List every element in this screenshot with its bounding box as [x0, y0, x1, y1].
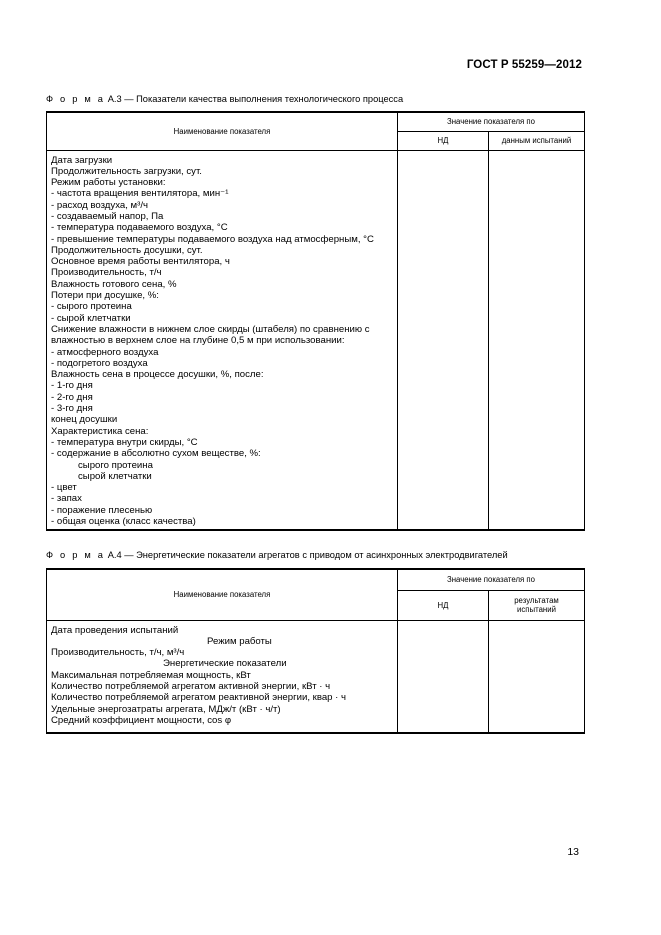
table-row: - подогретого воздуха [51, 357, 148, 369]
table-row: Энергетические показатели [163, 658, 287, 670]
table-row: - превышение температуры подаваемого воздуха над атмосферным, °С [51, 233, 374, 245]
form-a3-header-value-group: Значение показателя по [398, 112, 585, 131]
table-row: - частота вращения вентилятора, мин⁻¹ [51, 188, 229, 200]
table-row: Основное время работы вентилятора, ч [51, 256, 230, 268]
form-a3-table [46, 111, 585, 531]
page-number: 13 [567, 846, 579, 858]
form-a3-test-values [489, 150, 585, 530]
form-a4-rows [47, 620, 398, 733]
table-row: - создаваемый напор, Па [51, 210, 164, 222]
table-row: - расход воздуха, м³/ч [51, 199, 149, 211]
table-row: сырой клетчатки [78, 470, 152, 482]
table-row: - запах [51, 493, 82, 505]
table-row: - цвет [51, 482, 77, 494]
table-row: - содержание в абсолютно сухом веществе, %: [51, 448, 261, 460]
form-a3-caption-text: А.3 — Показатели качества выполнения технологического процесса [105, 94, 404, 104]
form-a3-caption-prefix: Ф о р м а [46, 94, 106, 104]
form-a4-header-test-line1: результатам [514, 596, 559, 605]
form-a4-test-values [489, 620, 585, 733]
table-row: Влажность готового сена, % [51, 278, 177, 290]
table-row: - 2-го дня [51, 391, 93, 403]
table-row: Дата проведения испытаний [51, 624, 179, 636]
form-a4-table [46, 568, 585, 734]
table-row: - сырого протеина [51, 301, 132, 313]
table-row: Дата загрузки [51, 154, 113, 166]
form-a4-nd-values [398, 620, 489, 733]
form-a3-nd-values [398, 150, 489, 530]
form-a4-header-test [489, 590, 585, 620]
table-row: - температура подаваемого воздуха, °С [51, 222, 228, 234]
form-a3-caption [46, 94, 403, 104]
table-row: Количество потребляемой агрегатом активной энергии, кВт · ч [51, 680, 331, 692]
form-a4-caption-text: А.4 — Энергетические показатели агрегатов с приводом от асинхронных электродвигателей [105, 550, 508, 560]
table-row: Средний коэффициент мощности, cos φ [51, 714, 232, 726]
table-row: Максимальная потребляемая мощность, кВт [51, 669, 251, 681]
table-row: Производительность, т/ч [51, 267, 162, 279]
form-a4-caption-prefix: Ф о р м а [46, 550, 106, 560]
table-row: - поражение плесенью [51, 504, 153, 516]
table-row: - температура внутри скирды, °С [51, 436, 198, 448]
table-row: сырого протеина [78, 459, 153, 471]
table-row: - 3-го дня [51, 403, 93, 415]
table-row: Продолжительность досушки, сут. [51, 244, 203, 256]
form-a4-header-name: Наименование показателя [47, 569, 398, 620]
table-row: Количество потребляемой агрегатом реактивной энергии, квар · ч [51, 692, 347, 704]
table-row: конец досушки [51, 414, 118, 426]
table-row: Потери при досушке, %: [51, 290, 159, 302]
table-row: - атмосферного воздуха [51, 346, 159, 358]
table-row: влажностью в верхнем слое на глубине 0,5 м при использовании: [51, 335, 345, 347]
table-row: Продолжительность загрузки, сут. [51, 165, 202, 177]
form-a3-header-name: Наименование показателя [47, 112, 398, 150]
form-a4-header-value-group: Значение показателя по [398, 569, 585, 590]
form-a3-header-nd: НД [398, 131, 489, 150]
form-a4-caption [46, 550, 508, 560]
standard-number: ГОСТ Р 55259—2012 [466, 59, 582, 71]
table-row: Влажность сена в процессе досушки, %, после: [51, 369, 264, 381]
form-a3-header-test: данным испытаний [489, 131, 585, 150]
table-row: - 1-го дня [51, 380, 93, 392]
table-row: Снижение влажности в нижнем слое скирды (штабеля) по сравнению с [51, 323, 370, 335]
table-row: Характеристика сена: [51, 425, 149, 437]
table-row: - сырой клетчатки [51, 312, 131, 324]
table-row: - общая оценка (класс качества) [51, 516, 196, 527]
table-row: Режим работы [207, 635, 272, 647]
table-row: Режим работы установки: [51, 177, 166, 189]
table-row: Удельные энергозатраты агрегата, МДж/т (кВт · ч/т) [51, 703, 281, 715]
form-a4-header-nd: НД [398, 590, 489, 620]
form-a3-rows [47, 150, 398, 530]
table-row: Производительность, т/ч, м³/ч [51, 647, 185, 659]
form-a4-header-test-line2: испытаний [517, 605, 556, 614]
